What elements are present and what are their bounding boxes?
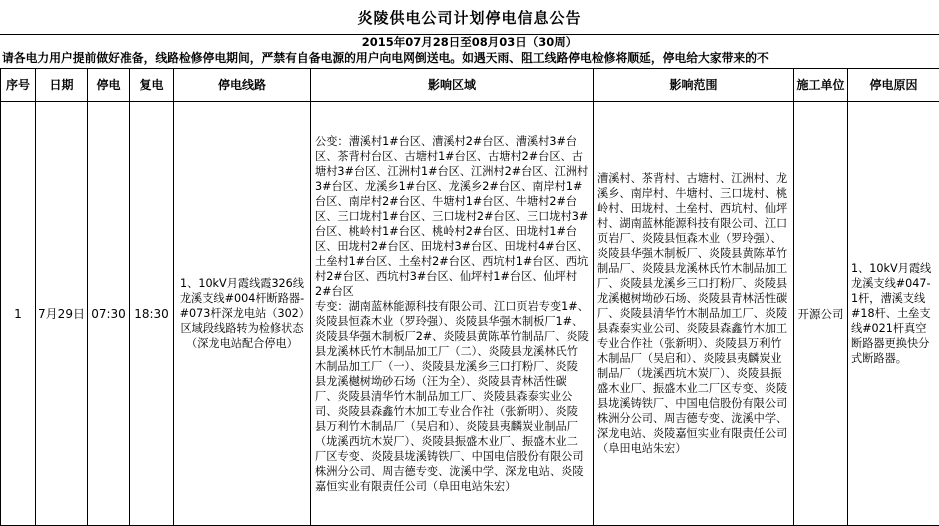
col-off: 停电 (88, 69, 130, 102)
cell-unit: 开源公司 (794, 102, 848, 526)
col-scope: 影响范围 (594, 69, 794, 102)
col-unit: 施工单位 (794, 69, 848, 102)
table-row (1, 102, 939, 526)
col-reason: 停电原因 (848, 69, 939, 102)
cell-area-text: 公变：漕溪村1#台区、漕溪村2#台区、漕溪村3#台区、茶背村台区、古塘村1#台区、古塘村2#台区、古塘村3#台区、江洲村1#台区、江洲村2#台区、江洲村3#台区、龙溪乡1#台区、龙溪乡2#台区、南岸村1#台区、南岸村2#台区、牛塘村1#台区、牛塘村2#台区、三口垅村1#台区、三口垅村2#台区、三口垅村3#台区、桃岭村1#台区、桃岭村2#台区、田垅村1#台区、田垅村2#台区、田垅村3#台区、田垅村4#台区、土垒村1#台区、土垒村2#台区、西坑村1#台区、西坑村2#台区、西坑村3#台区、仙坪村1#台区、仙坪村2#台区 专变：湖南蓝林能源科技有限公司、江口页岩专变1#、炎陵县恒森木业（罗玲强）、炎陵县华强木制板厂1#、炎陵县华强木制板厂2#、炎陵县黄陈革竹制品厂、炎陵县龙溪林氏竹木制品加工厂（二）、炎陵县龙溪林氏竹木制品加工厂（一）、炎陵县龙溪乡三口打粉厂、炎陵县龙溪樾树坳砂石场（汪为全）、炎陵县青林活性碳厂、炎陵县清华竹木制品加工厂、炎陵县森泰实业公司、炎陵县森鑫竹木加工专业合作社（张新明）、炎陵县万利竹木制品厂（吴启和）、炎陵县夷麟炭业制品厂（垅溪西坑木炭厂）、炎陵县振盛木业厂、振盛木业二厂区专变、炎陵县垅溪铸铁厂、中国电信股份有限公司株洲分公司、周吉德专变、泷溪中学、深龙电站、炎陵嘉恒实业有限责任公司（阜田电站朱宏） (315, 134, 589, 493)
cell-seq: 1 (1, 102, 36, 526)
page-title: 炎陵供电公司计划停电信息公告 (357, 8, 582, 27)
col-line: 停电线路 (174, 69, 311, 102)
cell-reason (848, 102, 939, 526)
col-date: 日期 (36, 69, 88, 102)
col-area: 影响区域 (311, 69, 594, 102)
cell-line (174, 102, 311, 526)
cell-off: 07:30 (88, 102, 130, 526)
cell-area (311, 102, 594, 526)
cell-reason-text: 1、10kV月霞线龙溪支线#047-1杆，漕溪支线#18杆、土垒支线#021杆真空断路器更换快分式断路器。 (851, 262, 932, 365)
col-restore: 复电 (130, 69, 174, 102)
notice-text: 请各电力用户提前做好准备，线路检修停电期间，严禁有自备电源的用户向电网倒送电。如遇天雨、阻工线路停电检修将顺延，停电给大家带来的不 (2, 51, 769, 65)
header-row (1, 69, 939, 102)
col-seq: 序号 (1, 69, 36, 102)
cell-restore: 18:30 (130, 102, 174, 526)
cell-scope-text: 漕溪村、茶背村、古塘村、江洲村、龙溪乡、南岸村、牛塘村、三口垅村、桃岭村、田垅村、土垒村、西坑村、仙坪村、湖南蓝林能源科技有限公司、江口页岩厂、炎陵县恒森木业（罗玲强）、炎陵县华强木制板厂、炎陵县黄陈革竹制品厂、炎陵县龙溪林氏竹木制品加工厂、炎陵县龙溪乡三口打粉厂、炎陵县龙溪樾树坳砂石场、炎陵县青林活性碳厂、炎陵县清华竹木制品加工厂、炎陵县森泰实业公司、炎陵县森鑫竹木加工专业合作社（张新明）、炎陵县万利竹木制品厂（吴启和）、炎陵县夷麟炭业制品厂（垅溪西坑木炭厂）、炎陵县振盛木业厂、振盛木业二厂区专变、炎陵县垅溪铸铁厂、中国电信股份有限公司株洲分公司、周吉德专变、泷溪中学、深龙电站、炎陵嘉恒实业有限责任公司（阜田电站朱宏） (597, 172, 788, 455)
date-range: 2015年07月28日至08月03日（30周） (361, 35, 578, 49)
cell-line-text: 1、10kV月霞线霞326线龙溪支线#004杆断路器-#073杆深龙电站（302）区域段线路转为检修状态（深龙电站配合停电） (179, 277, 305, 350)
cell-scope (594, 102, 794, 526)
outage-table (0, 68, 939, 526)
cell-date: 7月29日 (36, 102, 88, 526)
